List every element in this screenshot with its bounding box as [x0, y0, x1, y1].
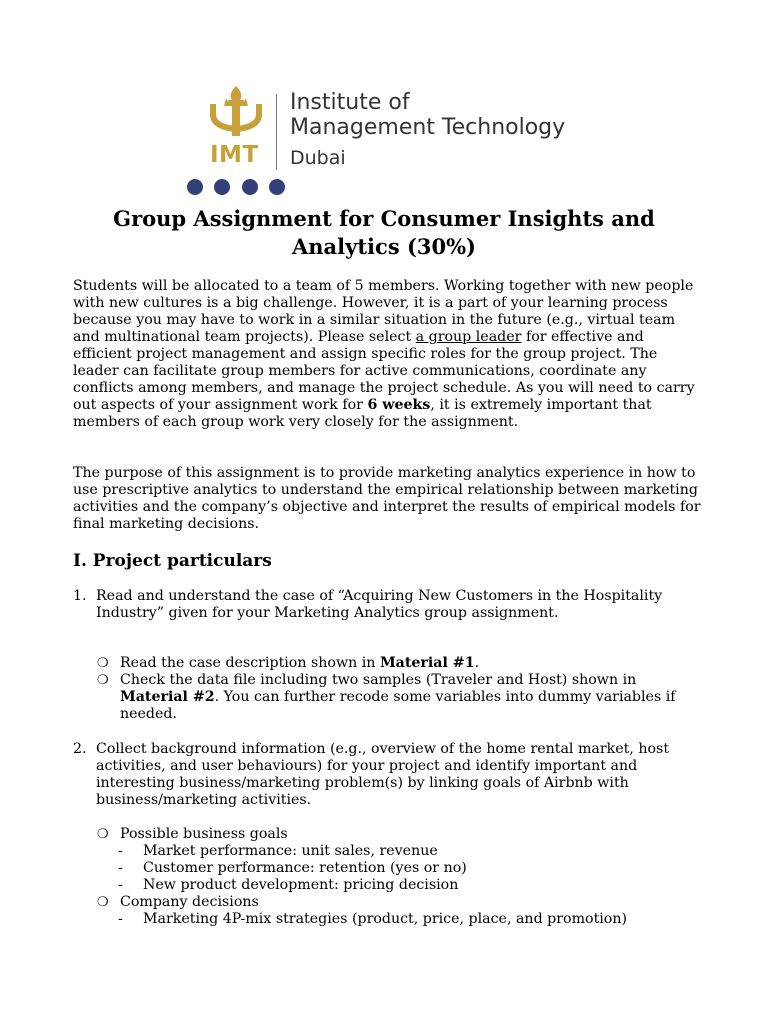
dash-marker: -: [118, 877, 123, 893]
dot-icon: [187, 179, 203, 195]
intro-text-2: for effective and efficient project management and assign specific roles for the group project. The leader can facilitate group members for active communications, coordinate any conflicts among members, and manage the project schedule. As you will need to carry out aspects of your assignment work for: [73, 329, 695, 413]
dash-item: [118, 877, 718, 894]
section-heading-project-particulars: I. Project particulars: [73, 551, 272, 571]
intro-text-3: , it is extremely important that members of each group work very closely for the assignment.: [73, 397, 652, 430]
intro-text-1: Students will be allocated to a team of 5 members. Working together with new people with new cultures is a big challenge. However, it is a part of your learning process because you may have to work in a similar situation in the future (e.g., virtual team and multinational team projects). Please select: [73, 278, 694, 345]
item-text: Collect background information (e.g., overview of the home rental market, host activities, and user behaviours) for your project and identify important and interesting business/marketing problem(s) by linking goals of Airbnb with business/marketing activities.: [96, 741, 670, 808]
numbered-item-1: [73, 588, 713, 622]
dash-item: [118, 843, 718, 860]
dash-text: Marketing 4P-mix strategies (product, price, place, and promotion): [143, 911, 628, 927]
bullet-text-part: Read the case description shown in: [120, 655, 380, 671]
bullet-text-part: .: [474, 655, 480, 671]
bullet-item: [97, 655, 697, 672]
intro-paragraph: [73, 278, 703, 431]
material-ref: Material #2: [120, 689, 215, 705]
institute-location: Dubai: [290, 147, 346, 169]
bullet-item: [97, 826, 697, 843]
numbered-item-2: [73, 741, 713, 809]
bullet-text: [120, 655, 697, 672]
circle-bullet-icon: ❍: [97, 895, 109, 910]
duration-emphasis: 6 weeks: [367, 397, 431, 413]
item-text: Read and understand the case of “Acquiring New Customers in the Hospitality Industry” given for your Marketing Analytics group assignment.: [96, 588, 663, 621]
purpose-paragraph: The purpose of this assignment is to provide marketing analytics experience in how to use prescriptive analytics to understand the empirical relationship between marketing activities and the company’s objective and interpret the results of empirical models for final marketing decisions.: [73, 465, 701, 532]
bullet-text-part: . You can further recode some variables into dummy variables if needed.: [120, 689, 676, 722]
dash-text: Customer performance: retention (yes or no): [143, 860, 467, 876]
bullet-text: Possible business goals: [120, 826, 288, 842]
item-number: 2.: [73, 741, 87, 757]
torch-emblem-icon: [206, 84, 266, 140]
dot-icon: [269, 179, 285, 195]
bullet-item: [97, 672, 697, 723]
material-ref: Material #1: [379, 655, 475, 671]
circle-bullet-icon: ❍: [97, 673, 109, 688]
institute-name-line1: Institute of: [290, 90, 410, 115]
circle-bullet-icon: ❍: [97, 656, 109, 671]
item-number: 1.: [73, 588, 87, 604]
imt-wordmark: IMT: [210, 142, 259, 168]
dash-text: New product development: pricing decision: [143, 877, 459, 893]
group-leader-emphasis: a group leader: [415, 329, 522, 345]
dash-marker: -: [118, 860, 123, 876]
dot-icon: [214, 179, 230, 195]
decorative-dots: [187, 179, 297, 195]
circle-bullet-icon: ❍: [97, 827, 109, 842]
dot-icon: [242, 179, 258, 195]
bullet-text-part: Check the data file including two samples (Traveler and Host) shown in: [120, 672, 637, 688]
dash-marker: -: [118, 911, 123, 927]
institute-name-line2: Management Technology: [290, 115, 566, 140]
bullet-text: [120, 672, 697, 723]
dash-item: [118, 860, 718, 877]
dash-item: [118, 911, 718, 928]
page-title: Group Assignment for Consumer Insights and Analytics (30%): [113, 206, 655, 259]
logo-divider: [276, 94, 277, 170]
bullet-item: [97, 894, 697, 911]
dash-marker: -: [118, 843, 123, 859]
bullet-text: Company decisions: [120, 894, 259, 910]
dash-text: Market performance: unit sales, revenue: [143, 843, 438, 859]
